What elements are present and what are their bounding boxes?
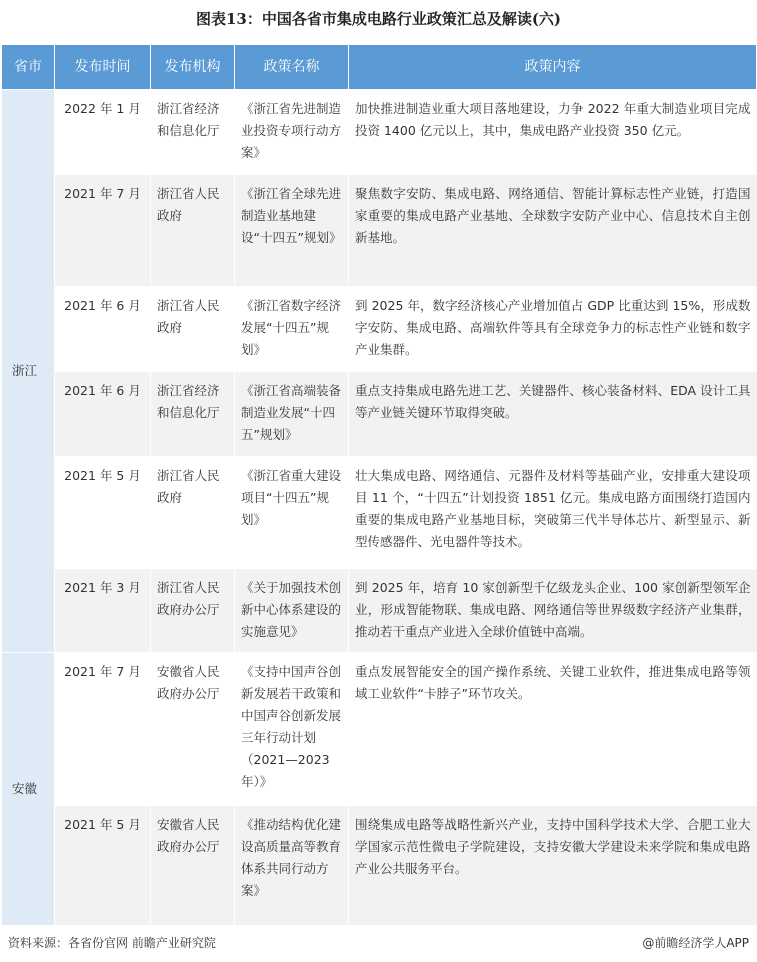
agency-cell: 浙江省经济和信息化厅 — [151, 90, 235, 175]
policy-table — [1, 44, 757, 926]
table-row — [2, 90, 757, 175]
province-cell: 安徽 — [2, 653, 55, 926]
table-row — [2, 653, 757, 806]
source-note: 资料来源：各省份官网 前瞻产业研究院 — [8, 936, 216, 950]
date-cell: 2021 年 3 月 — [55, 569, 151, 653]
agency-cell: 浙江省人民政府 — [151, 287, 235, 372]
table-row — [2, 372, 757, 457]
policy-cell: 《浙江省重大建设项目“十四五”规划》 — [235, 457, 349, 569]
table-row — [2, 569, 757, 653]
date-cell: 2022 年 1 月 — [55, 90, 151, 175]
content-cell: 重点发展智能安全的国产操作系统、关键工业软件，推进集成电路等领域工业软件“卡脖子”环节攻关。 — [349, 653, 757, 806]
policy-cell: 《关于加强技术创新中心体系建设的实施意见》 — [235, 569, 349, 653]
content-cell: 围绕集成电路等战略性新兴产业，支持中国科学技术大学、合肥工业大学国家示范性微电子学院建设，支持安徽大学建设未来学院和集成电路产业公共服务平台。 — [349, 806, 757, 926]
date-cell: 2021 年 7 月 — [55, 653, 151, 806]
table-row — [2, 457, 757, 569]
agency-cell: 安徽省人民政府办公厅 — [151, 806, 235, 926]
content-cell: 重点支持集成电路先进工艺、关键器件、核心装备材料、EDA 设计工具等产业链关键环节取得突破。 — [349, 372, 757, 457]
agency-cell: 浙江省人民政府 — [151, 175, 235, 287]
policy-cell: 《浙江省全球先进制造业基地建设“十四五”规划》 — [235, 175, 349, 287]
header-agency: 发布机构 — [151, 45, 235, 90]
agency-cell: 浙江省人民政府 — [151, 457, 235, 569]
policy-cell: 《浙江省先进制造业投资专项行动方案》 — [235, 90, 349, 175]
policy-cell: 《浙江省数字经济发展“十四五”规划》 — [235, 287, 349, 372]
date-cell: 2021 年 5 月 — [55, 806, 151, 926]
policy-cell: 《推动结构优化建设高质量高等教育体系共同行动方案》 — [235, 806, 349, 926]
header-date: 发布时间 — [55, 45, 151, 90]
province-cell: 浙江 — [2, 90, 55, 653]
date-cell: 2021 年 6 月 — [55, 372, 151, 457]
content-cell: 壮大集成电路、网络通信、元器件及材料等基础产业，安排重大建设项目 11 个，“十四五”计划投资 1851 亿元。集成电路方面围绕打造国内重要的集成电路产业基地目标，突破第三代半导体芯片、新型显示、新型传感器件、光电器件等技术。 — [349, 457, 757, 569]
agency-cell: 浙江省人民政府办公厅 — [151, 569, 235, 653]
table-row — [2, 287, 757, 372]
chart-title: 图表13：中国各省市集成电路行业政策汇总及解读(六) — [195, 10, 562, 28]
content-cell: 到 2025 年，培育 10 家创新型千亿级龙头企业、100 家创新型领军企业，形成智能物联、集成电路、网络通信等世界级数字经济产业集群，推动若干重点产业进入全球价值链中高端。 — [349, 569, 757, 653]
table-row — [2, 175, 757, 287]
content-cell: 加快推进制造业重大项目落地建设，力争 2022 年重大制造业项目完成投资 1400 亿元以上，其中，集成电路产业投资 350 亿元。 — [349, 90, 757, 175]
table-header-row — [2, 45, 757, 90]
date-cell: 2021 年 6 月 — [55, 287, 151, 372]
agency-cell: 浙江省经济和信息化厅 — [151, 372, 235, 457]
header-policy: 政策名称 — [235, 45, 349, 90]
policy-cell: 《浙江省高端装备制造业发展“十四五”规划》 — [235, 372, 349, 457]
policy-cell: 《支持中国声谷创新发展若干政策和中国声谷创新发展三年行动计划（2021—2023 年）》 — [235, 653, 349, 806]
content-cell: 到 2025 年，数字经济核心产业增加值占 GDP 比重达到 15%，形成数字安防、集成电路、高端软件等具有全球竞争力的标志性产业链和数字产业集群。 — [349, 287, 757, 372]
header-content: 政策内容 — [349, 45, 757, 90]
content-cell: 聚焦数字安防、集成电路、网络通信、智能计算标志性产业链，打造国家重要的集成电路产业基地、全球数字安防产业中心、信息技术自主创新基地。 — [349, 175, 757, 287]
header-province: 省市 — [2, 45, 55, 90]
date-cell: 2021 年 5 月 — [55, 457, 151, 569]
agency-cell: 安徽省人民政府办公厅 — [151, 653, 235, 806]
date-cell: 2021 年 7 月 — [55, 175, 151, 287]
table-row — [2, 806, 757, 926]
brand-credit: @前瞻经济学人APP — [642, 936, 749, 950]
